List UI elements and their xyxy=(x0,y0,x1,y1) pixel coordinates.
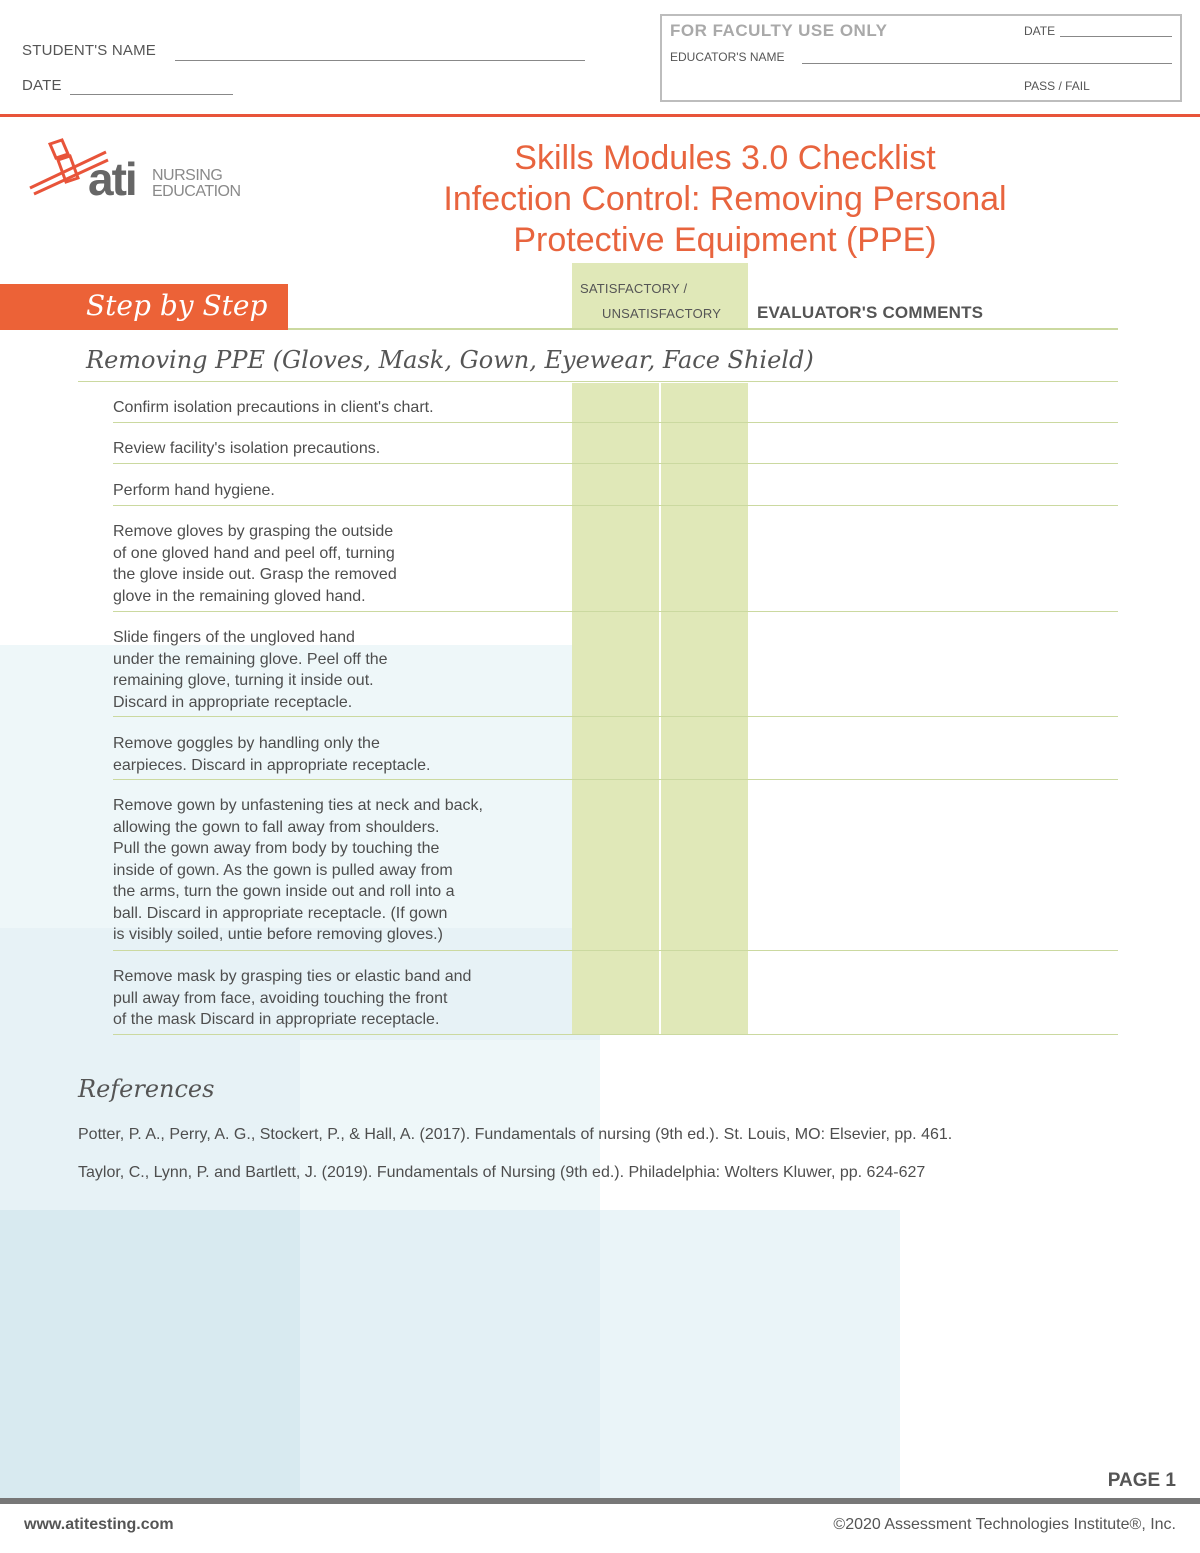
row-divider xyxy=(113,716,1118,717)
faculty-date-label: DATE xyxy=(1024,24,1056,38)
page-title-line-3: Protective Equipment (PPE) xyxy=(513,221,937,259)
checklist-step: Slide fingers of the ungloved hand under the remaining glove. Peel off the remaining glove, turning it inside out. Discard in appropriate receptacle. xyxy=(113,629,388,711)
educator-name-field[interactable] xyxy=(802,63,1172,64)
checklist-step: Confirm isolation precautions in client's chart. xyxy=(113,399,434,416)
references-title: References xyxy=(78,1075,215,1103)
row-divider xyxy=(113,779,1118,780)
date-label: DATE xyxy=(22,77,62,94)
column-divider xyxy=(659,383,661,1035)
row-divider xyxy=(113,505,1118,506)
row-divider xyxy=(113,611,1118,612)
evaluators-comments-header: EVALUATOR'S COMMENTS xyxy=(757,303,984,322)
checklist-step: Perform hand hygiene. xyxy=(113,482,275,499)
background-square xyxy=(600,1210,900,1500)
reference-item: Potter, P. A., Perry, A. G., Stockert, P., & Hall, A. (2017). Fundamentals of nursing (9th ed.). St. Louis, MO: Elsevier, pp. 461. xyxy=(78,1126,953,1143)
faculty-use-title: FOR FACULTY USE ONLY xyxy=(670,21,888,40)
header-rule xyxy=(288,328,1118,330)
checklist-step: Remove mask by grasping ties or elastic band and pull away from face, avoiding touching the front of the mask Discard in appropriate receptacle. xyxy=(113,968,472,1028)
pass-fail-label: PASS / FAIL xyxy=(1024,79,1090,93)
logo-line-1: NURSING xyxy=(152,167,223,184)
section-rule xyxy=(78,381,1118,382)
checklist-step: Review facility's isolation precautions. xyxy=(113,440,381,457)
educator-name-label: EDUCATOR'S NAME xyxy=(670,50,785,64)
faculty-date-field[interactable] xyxy=(1060,36,1172,37)
background-square xyxy=(0,1210,300,1500)
satisfactory-header xyxy=(572,263,748,329)
checklist-step: Remove goggles by handling only the earpieces. Discard in appropriate receptacle. xyxy=(113,735,431,774)
checklist-step: Remove gloves by grasping the outside of one gloved hand and peel off, turning the glove inside out. Grasp the removed glove in the remaining gloved hand. xyxy=(113,523,397,605)
checklist-step: Remove gown by unfastening ties at neck and back, allowing the gown to fall away from shoulders. Pull the gown away from body by touching the inside of gown. As the gown is pulled away from the arms, turn the gown inside out and roll into a ball. Discard in appropriate receptacle. (If gown is visibly soiled, untie before removing gloves.) xyxy=(113,797,483,943)
date-field[interactable] xyxy=(70,94,233,95)
copyright: ©2020 Assessment Technologies Institute®, Inc. xyxy=(833,1516,1176,1533)
row-divider xyxy=(113,463,1118,464)
satisfactory-label: SATISFACTORY / xyxy=(580,281,688,296)
website-link[interactable]: www.atitesting.com xyxy=(24,1516,174,1533)
row-divider xyxy=(113,422,1118,423)
step-by-step-label: Step by Step xyxy=(86,289,268,322)
unsatisfactory-column[interactable] xyxy=(661,383,748,1035)
student-name-label: STUDENT'S NAME xyxy=(22,42,157,59)
satisfactory-column[interactable] xyxy=(572,383,660,1035)
page-title-line-2: Infection Control: Removing Personal xyxy=(443,180,1007,218)
reference-item: Taylor, C., Lynn, P. and Bartlett, J. (2019). Fundamentals of Nursing (9th ed.). Philadelphia: Wolters Kluwer, pp. 624-627 xyxy=(78,1164,926,1181)
logo-line-2: EDUCATION xyxy=(152,183,241,200)
header-divider xyxy=(0,114,1200,117)
nursing-education-logo xyxy=(152,168,241,200)
page-title-line-1: Skills Modules 3.0 Checklist xyxy=(514,139,936,177)
ati-logo-text: ati xyxy=(88,153,136,205)
faculty-use-box xyxy=(660,14,1182,102)
student-name-field[interactable] xyxy=(175,60,585,61)
unsatisfactory-label: UNSATISFACTORY xyxy=(602,306,722,321)
section-title: Removing PPE (Gloves, Mask, Gown, Eyewear, Face Shield) xyxy=(86,346,814,374)
row-divider xyxy=(113,1034,1118,1035)
page-number: PAGE 1 xyxy=(1107,1470,1176,1491)
step-by-step-banner xyxy=(0,284,288,330)
row-divider xyxy=(113,950,1118,951)
footer-divider xyxy=(0,1498,1200,1504)
